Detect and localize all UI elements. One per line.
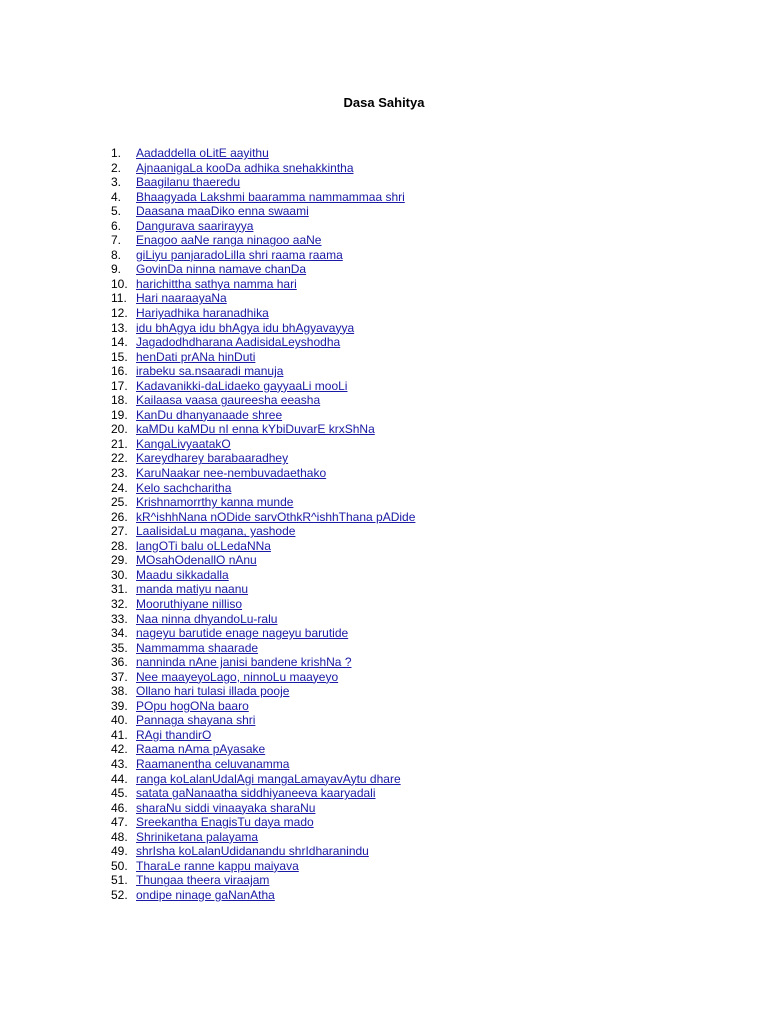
list-item-number: 28. (111, 538, 128, 553)
list-item (0, 684, 768, 699)
list-item (0, 626, 768, 641)
list-item-number: 45. (111, 786, 128, 801)
list-item (0, 364, 768, 379)
song-link[interactable]: RAgi thandirO (136, 727, 212, 742)
song-link[interactable]: Nee maayeyoLago, ninnoLu maayeyo (136, 669, 339, 684)
list-item-number: 32. (111, 596, 128, 611)
list-item-number: 25. (111, 495, 128, 510)
song-link[interactable]: giLiyu panjaradoLilla shri raama raama (136, 247, 343, 262)
song-link[interactable]: idu bhAgya idu bhAgya idu bhAgyavayya (136, 320, 355, 335)
song-link[interactable]: nageyu barutide enage nageyu barutide (136, 626, 349, 641)
song-link[interactable]: ranga koLalanUdalAgi mangaLamayavAytu dhare (136, 771, 401, 786)
list-item (0, 204, 768, 219)
list-item (0, 248, 768, 263)
list-item (0, 888, 768, 903)
song-link[interactable]: Nammamma shaarade (136, 640, 259, 655)
list-item-number: 12. (111, 306, 128, 321)
list-item-number: 33. (111, 611, 128, 626)
list-item-number: 16. (111, 364, 128, 379)
list-item (0, 291, 768, 306)
list-item (0, 699, 768, 714)
list-item-number: 50. (111, 858, 128, 873)
list-item (0, 844, 768, 859)
list-item-number: 43. (111, 756, 128, 771)
list-item (0, 262, 768, 277)
page-title: Dasa Sahitya (343, 95, 425, 110)
list-item (0, 219, 768, 234)
list-item-number: 37. (111, 669, 128, 684)
list-item-number: 2. (111, 160, 122, 175)
list-item-number: 8. (111, 247, 122, 262)
song-link[interactable]: Kelo sachcharitha (136, 480, 232, 495)
list-item (0, 408, 768, 423)
song-link[interactable]: Daasana maaDiko enna swaami (136, 204, 309, 219)
list-item (0, 524, 768, 539)
song-link[interactable]: Sreekantha EnagisTu daya mado (136, 815, 314, 830)
list-item (0, 466, 768, 481)
list-item-number: 1. (111, 146, 122, 160)
song-link[interactable]: nanninda nAne janisi bandene krishNa ? (136, 655, 352, 670)
list-item-number: 7. (111, 233, 122, 248)
list-item-number: 4. (111, 189, 122, 204)
list-item-number: 39. (111, 698, 128, 713)
list-item-number: 30. (111, 567, 128, 582)
song-link[interactable]: satata gaNanaatha siddhiyaneeva kaaryadali (136, 786, 376, 801)
list-item-number: 6. (111, 218, 122, 233)
list-item (0, 742, 768, 757)
list-item-number: 21. (111, 436, 128, 451)
song-link[interactable]: Thungaa theera viraajam (136, 873, 270, 888)
list-item (0, 393, 768, 408)
song-link[interactable]: TharaLe ranne kappu maiyava (136, 858, 299, 873)
list-item (0, 539, 768, 554)
list-item-number: 38. (111, 684, 128, 699)
song-link[interactable]: LaalisidaLu magana, yashode (136, 524, 296, 539)
list-item-number: 5. (111, 204, 122, 219)
song-link[interactable]: Baagilanu thaeredu (136, 175, 241, 190)
song-link[interactable]: Dangurava saarirayya (136, 218, 254, 233)
list-item-number: 48. (111, 829, 128, 844)
list-item (0, 713, 768, 728)
list-item-number: 52. (111, 887, 128, 902)
song-list (0, 146, 768, 902)
song-link[interactable]: ondipe ninage gaNanAtha (136, 887, 275, 902)
list-item-number: 14. (111, 335, 128, 350)
list-item-number: 51. (111, 873, 128, 888)
list-item (0, 321, 768, 336)
song-link[interactable]: harichittha sathya namma hari (136, 276, 297, 291)
list-item (0, 146, 768, 161)
song-link[interactable]: Jagadodhdharana AadisidaLeyshodha (136, 335, 341, 350)
list-item (0, 641, 768, 656)
list-item (0, 495, 768, 510)
list-item-number: 29. (111, 553, 128, 568)
song-link[interactable]: Kailaasa vaasa gaureesha eeasha (136, 393, 321, 408)
song-link[interactable]: Krishnamorrthy kanna munde (136, 495, 294, 510)
song-link[interactable]: Hariyadhika haranadhika (136, 306, 269, 321)
list-item (0, 728, 768, 743)
song-link[interactable]: Kareydharey barabaaradhey (136, 451, 289, 466)
list-item (0, 815, 768, 830)
song-link[interactable]: Hari naaraayaNa (136, 291, 227, 306)
song-link[interactable]: Raama nAma pAyasake (136, 742, 266, 757)
list-item (0, 335, 768, 350)
list-item (0, 582, 768, 597)
list-item (0, 873, 768, 888)
list-item-number: 31. (111, 582, 128, 597)
song-link[interactable]: Raamanentha celuvanamma (136, 756, 290, 771)
list-item (0, 161, 768, 176)
list-item (0, 655, 768, 670)
song-link[interactable]: Aadaddella oLitE aayithu (136, 146, 269, 160)
list-item-number: 9. (111, 262, 122, 277)
song-link[interactable]: shrIsha koLalanUdidanandu shrIdharanindu (136, 844, 369, 859)
list-item-number: 15. (111, 349, 128, 364)
list-item (0, 277, 768, 292)
list-item-number: 46. (111, 800, 128, 815)
song-link[interactable]: KanDu dhanyanaade shree (136, 407, 283, 422)
list-item (0, 670, 768, 685)
list-item (0, 757, 768, 772)
list-item-number: 13. (111, 320, 128, 335)
song-link[interactable]: Naa ninna dhyandoLu-ralu (136, 611, 278, 626)
list-item (0, 481, 768, 496)
song-link[interactable]: POpu hogONa baaro (136, 698, 249, 713)
song-link[interactable]: kR^ishhNana nODide sarvOthkR^ishhThana pADide (136, 509, 416, 524)
list-item (0, 451, 768, 466)
list-item (0, 510, 768, 525)
song-link[interactable]: Mooruthiyane nilliso (136, 596, 243, 611)
list-item (0, 306, 768, 321)
list-item-number: 23. (111, 466, 128, 481)
list-item-number: 20. (111, 422, 128, 437)
song-link[interactable]: GovinDa ninna namave chanDa (136, 262, 307, 277)
list-item (0, 437, 768, 452)
list-item (0, 597, 768, 612)
list-item-number: 18. (111, 393, 128, 408)
list-item-number: 22. (111, 451, 128, 466)
list-item-number: 10. (111, 276, 128, 291)
list-item-number: 35. (111, 640, 128, 655)
list-item-number: 34. (111, 626, 128, 641)
song-link[interactable]: Pannaga shayana shri (136, 713, 256, 728)
song-link[interactable]: langOTi balu oLLedaNNa (136, 538, 271, 553)
song-link[interactable]: Maadu sikkadalla (136, 567, 229, 582)
song-link[interactable]: manda matiyu naanu (136, 582, 249, 597)
list-item-number: 11. (111, 291, 127, 306)
list-item (0, 233, 768, 248)
list-item (0, 801, 768, 816)
song-link[interactable]: MOsahOdenallO nAnu (136, 553, 257, 568)
list-item (0, 553, 768, 568)
list-item-number: 41. (111, 727, 128, 742)
list-item-number: 40. (111, 713, 128, 728)
song-link[interactable]: henDati prANa hinDuti (136, 349, 256, 364)
song-link[interactable]: KaruNaakar nee-nembuvadaethako (136, 466, 327, 481)
list-item (0, 422, 768, 437)
song-link[interactable]: Kadavanikki-daLidaeko gayyaaLi mooLi (136, 378, 348, 393)
song-link[interactable]: Enagoo aaNe ranga ninagoo aaNe (136, 233, 322, 248)
list-item-number: 24. (111, 480, 128, 495)
list-item (0, 786, 768, 801)
song-link[interactable]: Shriniketana palayama (136, 829, 259, 844)
list-item-number: 27. (111, 524, 128, 539)
song-link[interactable]: Ollano hari tulasi illada pooje (136, 684, 290, 699)
list-item (0, 568, 768, 583)
list-item (0, 379, 768, 394)
song-link[interactable]: KangaLivyaatakO (136, 436, 231, 451)
list-item-number: 42. (111, 742, 128, 757)
list-item (0, 859, 768, 874)
list-item (0, 175, 768, 190)
song-link[interactable]: Bhaagyada Lakshmi baaramma nammammaa shri (136, 189, 405, 204)
list-item-number: 44. (111, 771, 128, 786)
list-item-number: 26. (111, 509, 128, 524)
list-item-number: 49. (111, 844, 128, 859)
song-link[interactable]: AjnaanigaLa kooDa adhika snehakkintha (136, 160, 354, 175)
list-item-number: 36. (111, 655, 128, 670)
list-item (0, 772, 768, 787)
list-item-number: 3. (111, 175, 122, 190)
list-item (0, 830, 768, 845)
list-item (0, 350, 768, 365)
list-item-number: 19. (111, 407, 128, 422)
list-item (0, 612, 768, 627)
song-link[interactable]: irabeku sa.nsaaradi manuja (136, 364, 284, 379)
list-item-number: 17. (111, 378, 128, 393)
song-link[interactable]: sharaNu siddi vinaayaka sharaNu (136, 800, 316, 815)
song-link[interactable]: kaMDu kaMDu nI enna kYbiDuvarE krxShNa (136, 422, 375, 437)
list-item (0, 190, 768, 205)
list-item-number: 47. (111, 815, 128, 830)
